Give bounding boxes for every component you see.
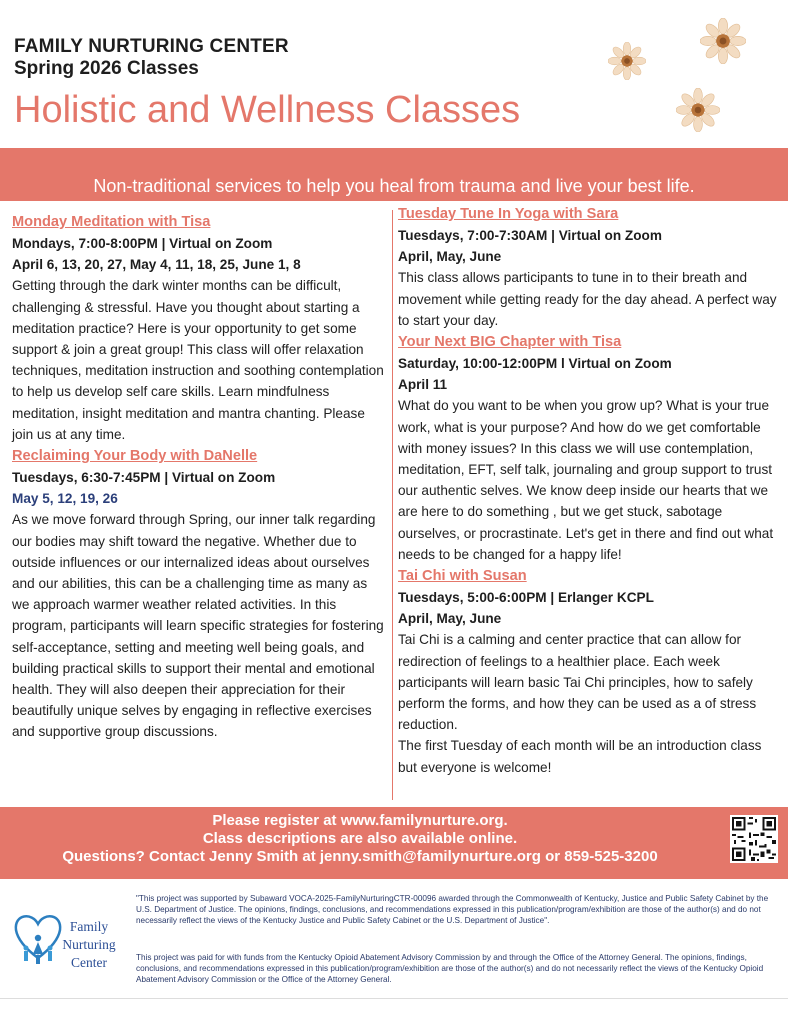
registration-info: [0, 812, 720, 866]
class-title: Your Next BIG Chapter with Tisa: [398, 334, 622, 351]
class-note: The first Tuesday of each month will be an introduction class but everyone is welcome!: [398, 738, 762, 775]
logo-line: Nurturing: [62, 937, 116, 952]
class-title: Monday Meditation with Tisa: [12, 214, 211, 230]
register-line: Please register at www.familynurture.org.: [212, 812, 508, 829]
class-dates: April 11: [398, 377, 448, 393]
flower-icon: [676, 88, 720, 132]
page-title: Holistic and Wellness Classes: [14, 89, 521, 131]
family-logo-icon: [12, 912, 64, 972]
class-dates: May 5, 12, 19, 26: [12, 491, 118, 507]
class-block: [398, 331, 780, 565]
logo-text: [60, 918, 118, 972]
class-schedule: Tuesdays, 6:30-7:45PM | Virtual on Zoom: [12, 470, 276, 486]
qr-code-icon[interactable]: [730, 815, 778, 863]
class-title: Tuesday Tune In Yoga with Sara: [398, 206, 619, 222]
right-column: [398, 203, 780, 778]
org-name: FAMILY NURTURING CENTER: [14, 36, 289, 57]
class-description: What do you want to be when you grow up? What is your true work, what is your purpose? And how do we get comfortable with money issues? In this class we will use contemplation, meditation, EFT, self talk, journaling and group support to trust our authentic selves. We know deep inside our hearts that we are here to do something , but we get stuck, sabotage ourselves, or procrastinate. Let's get in there and find out what needs to be changed for a happy life!: [398, 398, 774, 562]
funding-disclaimer-opioid: This project was paid for with funds from the Kentucky Opioid Abatement Advisory Commission by and through the Office of the Attorney General. The opinions, findings, conclusions, and recommendations expressed in this publication/program/exhibition are those of the author(s) and do not necessarily reflect the views of the Kentucky Opioid Abatement Advisory Commission or the Office of the Attorney General.: [136, 953, 764, 985]
funding-disclaimer-voca: "This project was supported by Subaward VOCA-2025-FamilyNurturingCTR-00096 awarded through the Commonwealth of Kentucky, Justice and Public Safety Cabinet by the U.S. Department of Justice. The opinions, findings, conclusions, and recommendations expressed in this publication/program/exhibition are those of the author(s) and do not necessarily reflect the views of the Kentucky Justice and Public Safety Cabinet or the U.S. Department of Justice".: [136, 894, 769, 926]
descriptions-line: Class descriptions are also available online.: [202, 830, 518, 847]
bottom-rule: [0, 998, 788, 999]
class-description: Getting through the dark winter months can be difficult, challenging & stressful. Have you thought about starting a meditation practice? Here is your opportunity to get some support & join a great group! This class will offer relaxation techniques, meditation instruction and soothing contemplation to help us develop self care skills. Learn mindfulness meditation, insight meditation and mantra chanting. Please join us at any time.: [12, 278, 384, 442]
flower-icon: [700, 18, 746, 64]
flower-icon: [608, 42, 646, 80]
class-block: [12, 445, 384, 743]
left-column: [12, 211, 384, 743]
logo-line: Center: [71, 955, 107, 970]
class-description: As we move forward through Spring, our inner talk regarding our bodies may shift toward the negative. Whether due to outside influences or our internalized ideas about ourselves and our abilities, this can be a challenging time as many as we approach warmer weather related activities. In this program, participants will learn specific strategies for fostering self-acceptance, setting and meeting well being goals, and building practical skills to support their mental and emotional health. They will also deepen their appreciation for their beautifully unique selves by engaging in reflective exercises and supportive group discussions.: [12, 512, 384, 740]
class-block: [12, 211, 384, 445]
class-schedule: Tuesdays, 5:00-6:00PM | Erlanger KCPL: [398, 590, 654, 606]
class-title: Tai Chi with Susan: [398, 568, 527, 585]
class-dates: April 6, 13, 20, 27, May 4, 11, 18, 25, June 1, 8: [12, 257, 301, 273]
class-description: Tai Chi is a calming and center practice that can allow for redirection of feelings to a healthier place. Each week participants will learn basic Tai Chi principles, how to safely perform the forms, and how they can be used as a of stress reduction.: [398, 632, 757, 733]
class-schedule: Mondays, 7:00-8:00PM | Virtual on Zoom: [12, 236, 273, 251]
term-label: Spring 2026 Classes: [14, 58, 199, 79]
class-schedule: Tuesdays, 7:00-7:30AM | Virtual on Zoom: [398, 228, 662, 243]
class-description: This class allows participants to tune in to their breath and movement while getting ready for the day ahead. A perfect way to start your day.: [398, 270, 777, 328]
class-dates: April, May, June: [398, 611, 502, 627]
class-schedule: Saturday, 10:00-12:00PM l Virtual on Zoom: [398, 356, 672, 372]
tagline: Non-traditional services to help you heal from trauma and live your best life.: [93, 176, 695, 196]
class-block: [398, 565, 780, 778]
class-dates: April, May, June: [398, 249, 502, 265]
class-block: [398, 203, 780, 331]
contact-line: Questions? Contact Jenny Smith at jenny.smith@familynurture.org or 859-525-3200: [62, 848, 658, 865]
class-title: Reclaiming Your Body with DaNelle: [12, 448, 258, 465]
column-divider: [392, 210, 393, 800]
logo-line: Family: [69, 919, 109, 934]
